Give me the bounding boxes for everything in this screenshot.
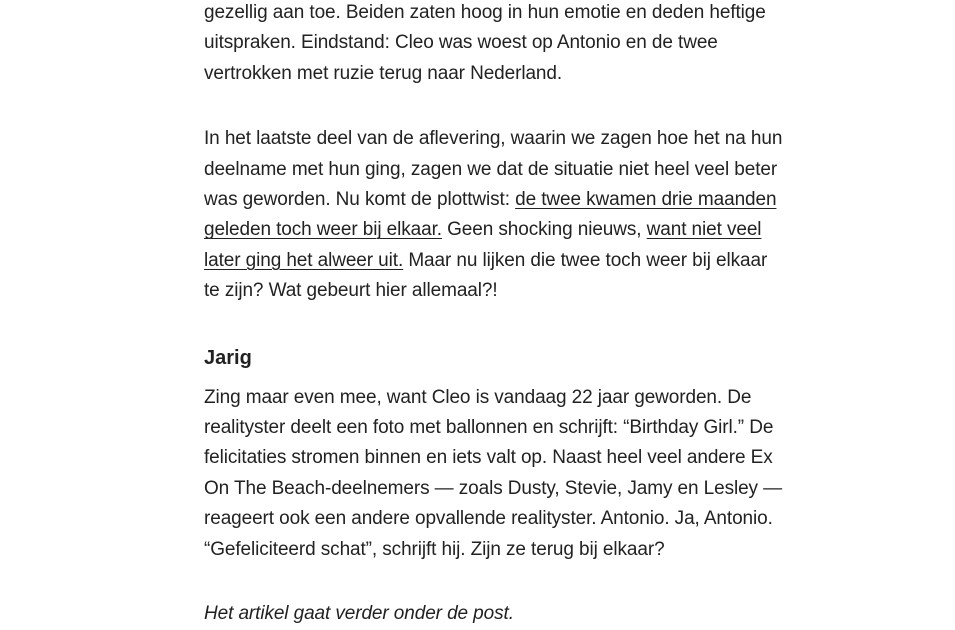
paragraph-spacer	[204, 89, 788, 124]
paragraph-text: Maar nu lijken die twee toch weer bij elkaar te zijn? Wat gebeurt hier allemaal?!	[204, 249, 768, 302]
continue-note: Het artikel gaat verder onder de post.	[204, 603, 514, 625]
paragraph-spacer	[204, 565, 788, 599]
article-paragraph: gezellig aan toe. Beiden zaten hoog in hun emotie en deden heftige uitspraken. Eindstand: Cleo was woest op Antonio en de twee vertrokken met ruzie terug naar Nederland.	[204, 2, 766, 84]
article-link-broke-up[interactable]: want niet veel later ging het alweer uit.	[204, 219, 762, 271]
section-heading: Jarig	[204, 346, 252, 369]
paragraph-text: Geen shocking nieuws,	[441, 219, 647, 241]
article-paragraph: Zing maar even mee, want Cleo is vandaag 22 jaar geworden. De realityster deelt een foto met ballonnen en schrijft: “Birthday Girl.” De felicitaties stromen binnen en iets valt op. Naast heel veel andere Ex On The Beach-deelnemers — zoals Dusty, Stevie, Jamy en Lesley — reageert ook een andere opvallende realityster. Antonio. Ja, Antonio. “Gefeliciteerd schat”, schrijft hij. Zijn ze terug bij elkaar?	[204, 386, 783, 560]
article-body	[204, 0, 788, 630]
paragraph-spacer	[204, 307, 788, 343]
paragraph-text: In het laatste deel van de aflevering, waarin we zagen hoe het na hun deelname met hun ging, zagen we dat de situatie niet heel veel beter was geworden. Nu komt de plottwist:	[204, 128, 783, 211]
heading-spacer	[204, 373, 788, 383]
article-link-back-together[interactable]: de twee kwamen drie maanden geleden toch weer bij elkaar.	[204, 189, 777, 241]
article-paragraph	[204, 124, 788, 306]
